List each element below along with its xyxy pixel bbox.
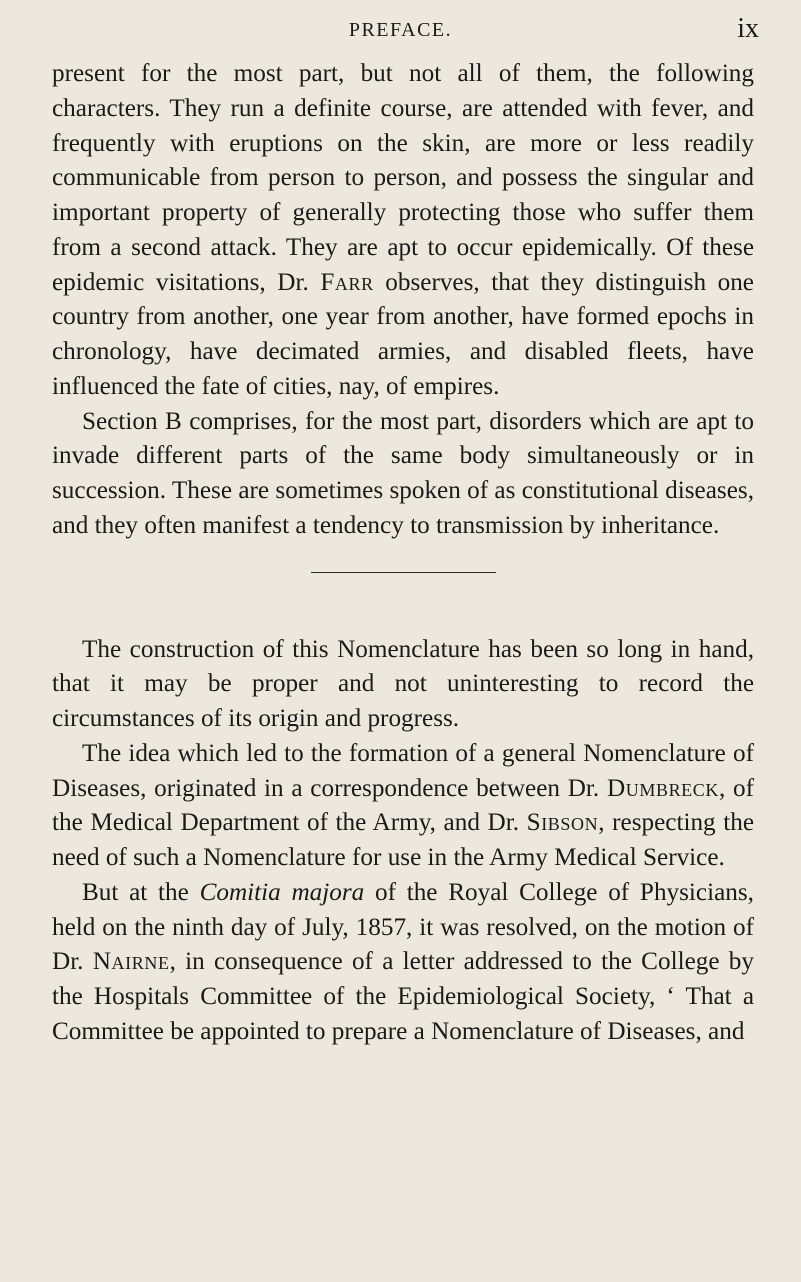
name-nairne: Nairne [92, 948, 170, 976]
paragraph-2-text: Section B comprises, for the most part, disorders which are apt to invade different parts of the same body simultaneously or in succession. These are sometimes spoken of as constitutional diseases, and they often manifest a tendency to transmission by inheritance. [52, 407, 754, 539]
name-farr: Farr [320, 268, 374, 296]
page-body [52, 57, 754, 1050]
section-divider-rule [311, 572, 496, 573]
paragraph-2 [52, 405, 754, 544]
paragraph-1 [52, 57, 754, 405]
paragraph-3-text: The construction of this Nomenclature has been so long in hand, that it may be proper and not uninteresting to record the circumstances of its origin and progress. [52, 635, 754, 732]
paragraph-4-text-b: , of the Medical Department of the Army, and Dr. [52, 774, 755, 837]
comitia-majora-italic: Comitia majora [199, 878, 365, 906]
paragraph-5-text-b: of the Royal College of Physicians, held on the ninth day of July, 1857, it was resolved, on the motion of Dr. [52, 878, 754, 976]
paragraph-5-text-c: , in consequence of a letter addressed to the College by the Hospitals Committee of the Epidemiological Society, ‘ That a Committee be appointed to prepare a Nomenclature of Diseases, and [52, 948, 754, 1045]
running-head [0, 10, 801, 50]
paragraph-4-text-a: The idea which led to the formation of a general Nomenclature of Diseases, originated in a correspondence between Dr. [52, 739, 754, 802]
paragraph-4 [52, 737, 754, 876]
running-head-title: PREFACE. [348, 19, 453, 41]
paragraph-1-text-b: observes, that they distinguish one country from another, one year from another, have formed epochs in chronology, have decimated armies, and disabled fleets, have influenced the fate of cities, nay, of empires. [52, 268, 754, 400]
paragraph-5-text-a: But at the [82, 878, 200, 906]
paragraph-5 [52, 876, 754, 1050]
name-sibson: Sibson [526, 809, 599, 837]
paragraph-3 [52, 633, 754, 737]
page-number: ix [737, 13, 759, 44]
name-dumbreck: Dumbreck [606, 774, 719, 802]
paragraph-4-text-c: , respecting the need of such a Nomenclature for use in the Army Medical Service. [52, 809, 755, 871]
paragraph-1-text-a: present for the most part, but not all of them, the following characters. They run a definite course, are attended with fever, and frequently with eruptions on the skin, are more or less readily communicable from person to person, and possess the singular and important property of generally protecting those who suffer them from a second attack. They are apt to occur epidemically. Of these epidemic visitations, Dr. [52, 60, 754, 296]
